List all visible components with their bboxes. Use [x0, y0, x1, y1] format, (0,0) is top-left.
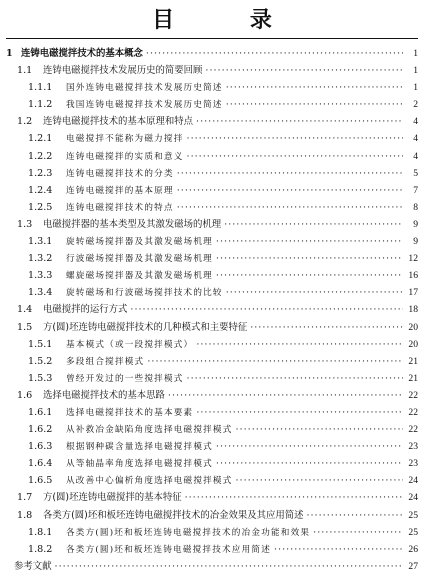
- toc-entry-page: 23: [408, 458, 418, 470]
- toc-entry-page: 24: [408, 475, 418, 487]
- toc-entry-page: 25: [408, 509, 418, 521]
- toc-entry-title: 电磁搅拌的运行方式: [43, 304, 128, 316]
- toc-entry-number: 1.1.2: [28, 99, 53, 111]
- dot-leader: [146, 45, 403, 62]
- dot-leader: [236, 472, 404, 489]
- toc-entry-title: 连铸电磁搅拌技术的基本原理和特点: [43, 116, 194, 128]
- toc-entry-title: 行波磁场搅拌器及其激发磁场机理: [66, 254, 213, 265]
- toc-entry-page: 16: [408, 270, 418, 282]
- dot-leader: [224, 216, 403, 233]
- toc-entry-title: 选择电磁搅拌技术的基本要素: [66, 407, 194, 418]
- toc-entry-number: 1.8.1: [28, 526, 53, 538]
- toc-entry-page: 22: [408, 389, 418, 401]
- toc-entry-title: 根据钢种碳含量选择电磁搅拌模式: [66, 442, 213, 453]
- toc-entry-title: 各类方(圆)坯和板坯连铸电磁搅拌技术的冶金效果及其应用简述: [43, 509, 304, 521]
- toc-entry[interactable]: [6, 182, 418, 199]
- toc-entry-page: 8: [413, 201, 418, 213]
- toc-entry-title: 螺旋磁场搅拌器及其激发磁场机理: [66, 271, 213, 282]
- dot-leader: [306, 507, 403, 524]
- toc-entry-number: 1.2: [17, 116, 33, 128]
- toc-entry-page: 4: [413, 116, 418, 128]
- dot-leader: [177, 182, 403, 199]
- dot-leader: [147, 353, 403, 370]
- toc-entry[interactable]: [6, 233, 418, 250]
- toc-entry-number: 1.6.5: [28, 475, 53, 487]
- toc-entry[interactable]: [6, 165, 418, 182]
- dot-leader: [236, 421, 404, 438]
- toc-entry-title: 连铸电磁搅拌技术的基本概念: [21, 48, 143, 59]
- dot-leader: [187, 148, 403, 165]
- toc-entry-number: 1.5: [17, 321, 33, 333]
- toc-entry-number: 1.3.2: [28, 253, 53, 265]
- toc-entry[interactable]: [6, 455, 418, 472]
- toc-entry-page: 17: [408, 287, 418, 299]
- toc-entry-title: 连铸电磁搅拌技术的分类: [66, 168, 174, 179]
- dot-leader: [130, 301, 403, 318]
- toc-entry-title: 国外连铸电磁搅拌技术发展历史简述: [66, 83, 223, 94]
- dot-leader: [187, 130, 403, 147]
- toc-entry-title: 多段组合搅拌模式: [66, 356, 145, 367]
- toc-entry-page: 5: [413, 167, 418, 179]
- toc-entry[interactable]: [6, 472, 418, 489]
- toc-entry-title: 从等轴晶率角度选择电磁搅拌模式: [66, 459, 213, 470]
- toc-entry-page: 20: [408, 338, 418, 350]
- dot-leader: [177, 199, 403, 216]
- toc-entry-number: 1.2.4: [28, 184, 53, 196]
- toc-entry[interactable]: [6, 148, 418, 165]
- toc-entry[interactable]: [6, 421, 418, 438]
- toc-entry-title: 方(圆)坯连铸电磁搅拌的基本特征: [43, 492, 182, 504]
- toc-entry-number: 1.5.3: [28, 372, 53, 384]
- toc-entry-page: 7: [413, 184, 418, 196]
- toc-entry-title: 连铸电磁搅拌技术发展历史的简要回顾: [43, 65, 203, 77]
- dot-leader: [55, 558, 403, 575]
- toc-entry[interactable]: [6, 404, 418, 421]
- toc-entry-number: 1.8.2: [28, 543, 53, 555]
- toc-entry-title: 从补救冶金缺陷角度选择电磁搅拌模式: [66, 425, 233, 436]
- dot-leader: [274, 541, 403, 558]
- toc-entry-title: 旋转磁场搅拌器及其激发磁场机理: [66, 237, 213, 248]
- dot-leader: [196, 113, 403, 130]
- dot-leader: [205, 62, 403, 79]
- title-rule: [6, 38, 418, 39]
- toc-entry-number: 1.2.2: [28, 150, 53, 162]
- toc-entry-title: 我国连铸电磁搅拌技术发展历史简述: [66, 100, 223, 111]
- toc-entry-number: 1.3.1: [28, 236, 53, 248]
- dot-leader: [216, 233, 403, 250]
- dot-leader: [185, 489, 403, 506]
- dot-leader: [216, 438, 403, 455]
- toc-entry[interactable]: [6, 216, 418, 233]
- toc-entry[interactable]: [6, 267, 418, 284]
- dot-leader: [313, 524, 403, 541]
- dot-leader: [177, 165, 403, 182]
- toc-entry-page: 2: [413, 99, 418, 111]
- toc-entry-number: 1.2.3: [28, 167, 53, 179]
- toc-entry-number: 1.5.1: [28, 338, 53, 350]
- toc-entry-number: 1.3.4: [28, 287, 53, 299]
- page-title: 目 录: [152, 7, 306, 33]
- dot-leader: [187, 370, 403, 387]
- toc-entry-page: 22: [408, 406, 418, 418]
- toc-entry-number: 1.3.3: [28, 270, 53, 282]
- dot-leader: [168, 387, 403, 404]
- toc-entry-page: 20: [408, 321, 418, 333]
- dot-leader: [196, 336, 403, 353]
- toc-entry-page: 1: [413, 82, 418, 94]
- dot-leader: [216, 267, 403, 284]
- toc-entry-title: 方(圆)坯连铸电磁搅拌技术的几种模式和主要特征: [43, 321, 248, 333]
- toc-entry-title: 曾经开发过的一些搅拌模式: [66, 373, 184, 384]
- toc-entry-page: 23: [408, 441, 418, 453]
- toc-entry-number: 1.8: [17, 509, 33, 521]
- toc-entry[interactable]: [6, 284, 418, 301]
- toc-entry[interactable]: [6, 301, 418, 318]
- toc-entry-page: 18: [408, 304, 418, 316]
- dot-leader: [226, 96, 403, 113]
- toc-entry-page: 27: [408, 560, 418, 572]
- toc-entry-number: 1.1.1: [28, 82, 53, 94]
- dot-leader: [226, 284, 403, 301]
- toc-entry-title: 各类方(圆)坯和板坯连铸电磁搅拌技术应用简述: [66, 544, 271, 555]
- toc-entry-page: 22: [408, 424, 418, 436]
- toc-entry[interactable]: [6, 353, 418, 370]
- toc-entry-page: 4: [413, 133, 418, 145]
- toc-entry[interactable]: [6, 438, 418, 455]
- toc-entry-page: 21: [408, 372, 418, 384]
- toc-entry-number: 1.2.5: [28, 201, 53, 213]
- toc-entry-number: 1.3: [17, 218, 33, 230]
- toc-entry-page: 21: [408, 355, 418, 367]
- toc-entry-page: 4: [413, 150, 418, 162]
- toc-entry-title: 连铸电磁搅拌的基本原理: [66, 185, 174, 196]
- toc-entry-title: 电磁搅拌器的基本类型及其激发磁场的机理: [43, 218, 222, 230]
- toc-entry-page: 1: [413, 65, 418, 77]
- toc-entry-title: 从改善中心偏析角度选择电磁搅拌模式: [66, 476, 233, 487]
- toc-entry-page: 9: [413, 236, 418, 248]
- toc-entry-number: 1.5.2: [28, 355, 53, 367]
- toc-entry-number: 1.2.1: [28, 133, 53, 145]
- toc-entry-title: 各类方(圆)坯和板坯连铸电磁搅拌技术的冶金功能和效果: [66, 527, 311, 538]
- toc-entry[interactable]: [6, 524, 418, 541]
- toc-entry-page: 9: [413, 218, 418, 230]
- toc-entry[interactable]: [6, 199, 418, 216]
- toc-entry-title: 基本模式（或一段搅拌模式）: [66, 339, 194, 350]
- toc-entry[interactable]: [6, 370, 418, 387]
- toc-entry-page: 26: [408, 543, 418, 555]
- toc-entry[interactable]: [6, 45, 418, 62]
- toc-entry[interactable]: [6, 62, 418, 79]
- toc-entry-number: 1.7: [17, 492, 33, 504]
- toc-entry[interactable]: [6, 79, 418, 96]
- toc-entry-page: 24: [408, 492, 418, 504]
- toc-entry-number: 1: [6, 48, 13, 59]
- dot-leader: [196, 404, 403, 421]
- toc-entry[interactable]: [6, 558, 418, 575]
- toc-entry-page: 1: [413, 48, 418, 59]
- toc-entry-title: 旋转磁场和行波磁场搅拌技术的比较: [66, 288, 223, 299]
- toc-entry-title: 参考文献: [14, 560, 52, 572]
- toc-entry-title: 连铸电磁搅拌技术的特点: [66, 202, 174, 213]
- toc-entry[interactable]: [6, 113, 418, 130]
- toc-entry[interactable]: [6, 250, 418, 267]
- toc-entry-number: 1.6.4: [28, 458, 53, 470]
- toc-entry-number: 1.1: [17, 65, 33, 77]
- toc-entry[interactable]: [6, 130, 418, 147]
- toc-entry[interactable]: [6, 387, 418, 404]
- toc-entry[interactable]: [6, 541, 418, 558]
- toc-entry[interactable]: [6, 319, 418, 336]
- toc-entry-title: 选择电磁搅拌技术的基本思路: [43, 389, 165, 401]
- toc-entry-page: 25: [408, 526, 418, 538]
- toc-entry[interactable]: [6, 489, 418, 506]
- dot-leader: [216, 455, 403, 472]
- dot-leader: [250, 319, 403, 336]
- dot-leader: [226, 79, 403, 96]
- toc-list: [6, 45, 418, 575]
- toc-entry-page: 12: [408, 253, 418, 265]
- toc-entry[interactable]: [6, 336, 418, 353]
- toc-entry-title: 连铸电磁搅拌的实质和意义: [66, 151, 184, 162]
- toc-entry-number: 1.6.3: [28, 441, 53, 453]
- dot-leader: [216, 250, 403, 267]
- toc-entry-number: 1.6.2: [28, 424, 53, 436]
- toc-entry-number: 1.4: [17, 304, 33, 316]
- toc-entry-number: 1.6: [17, 389, 33, 401]
- toc-entry[interactable]: [6, 507, 418, 524]
- toc-entry-title: 电磁搅拌不能称为磁力搅拌: [66, 134, 184, 145]
- toc-entry[interactable]: [6, 96, 418, 113]
- toc-entry-number: 1.6.1: [28, 406, 53, 418]
